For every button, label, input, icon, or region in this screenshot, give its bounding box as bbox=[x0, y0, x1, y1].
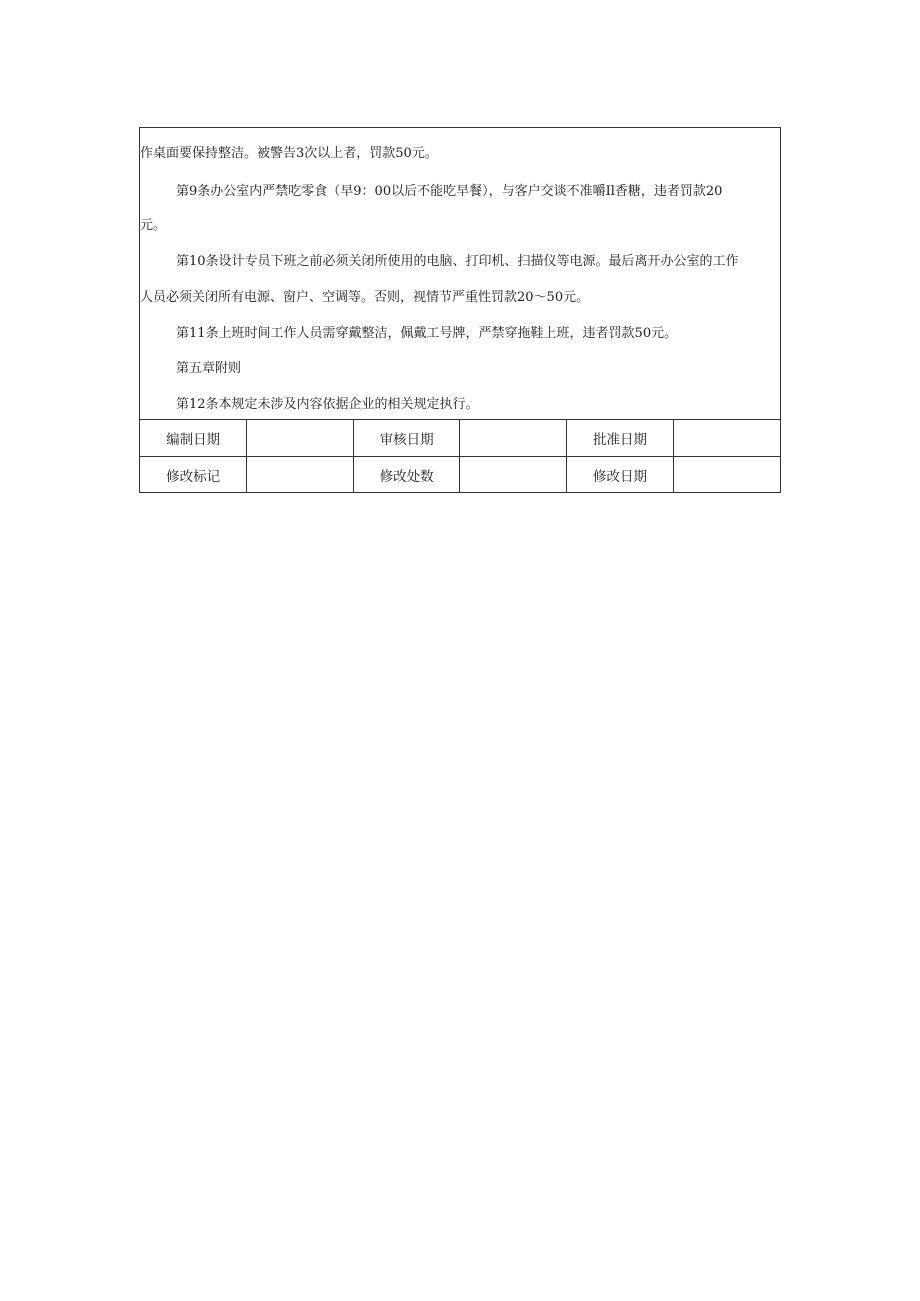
paragraph-line: 作桌面要保持整洁。被警告3次以上者，罚款50元。 bbox=[140, 146, 438, 161]
revision-mark-value[interactable] bbox=[247, 457, 354, 494]
article-12: 第12条本规定未涉及内容依据企业的相关规定执行。 bbox=[176, 397, 479, 412]
compile-date-label: 编制日期 bbox=[140, 420, 247, 457]
table-row bbox=[140, 420, 780, 457]
revision-mark-label: 修改标记 bbox=[140, 457, 247, 494]
article-9-line-2: 元。 bbox=[140, 218, 167, 233]
review-date-value[interactable] bbox=[460, 420, 567, 457]
approve-date-label: 批准日期 bbox=[567, 420, 674, 457]
approve-date-value[interactable] bbox=[673, 420, 780, 457]
approval-table bbox=[140, 419, 780, 493]
review-date-label: 审核日期 bbox=[353, 420, 460, 457]
regulation-text bbox=[140, 128, 780, 419]
revision-count-label: 修改处数 bbox=[353, 457, 460, 494]
article-9-line-1: 第9条办公室内严禁吃零食（早9：00以后不能吃早餐），与客户交谈不准嚼Il香糖，违者罚款20 bbox=[176, 184, 723, 199]
document-frame bbox=[139, 127, 781, 493]
revision-count-value[interactable] bbox=[460, 457, 567, 494]
chapter-5-heading: 第五章附则 bbox=[176, 361, 242, 376]
article-11: 第11条上班时间工作人员需穿戴整洁，佩戴工号牌，严禁穿拖鞋上班，违者罚款50元。 bbox=[176, 326, 678, 341]
article-10-line-1: 第10条设计专员下班之前必须关闭所使用的电脑、打印机、扫描仪等电源。最后离开办公室的工作 bbox=[176, 254, 739, 269]
revision-date-label: 修改日期 bbox=[567, 457, 674, 494]
revision-date-value[interactable] bbox=[673, 457, 780, 494]
table-row bbox=[140, 457, 780, 494]
article-10-line-2: 人员必须关闭所有电源、窗户、空调等。否则，视情节严重性罚款20〜50元。 bbox=[140, 290, 590, 305]
compile-date-value[interactable] bbox=[247, 420, 354, 457]
